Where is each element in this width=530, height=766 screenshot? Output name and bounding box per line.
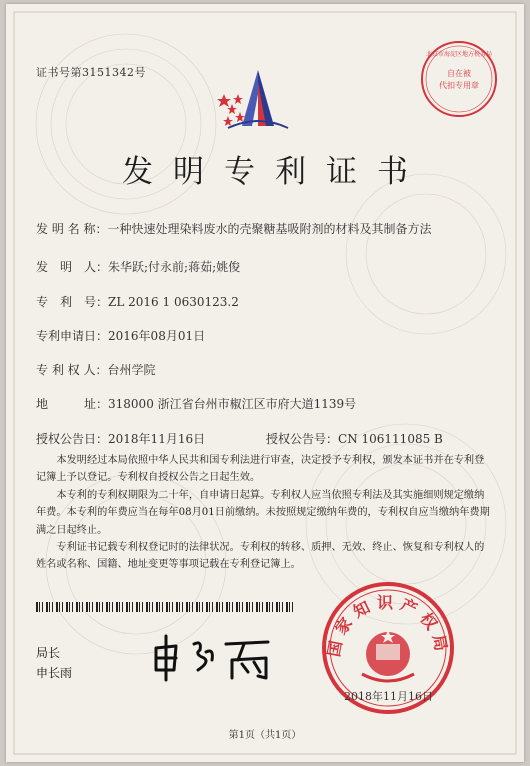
body-paragraph-1: 本发明经过本局依照中华人民共和国专利法进行审查，决定授予专利权，颁发本证书并在专利登记簿上予以登记。专利权自授权公告之日起生效。	[36, 455, 485, 484]
body-paragraph-3: 专利证书记载专利权登记时的法律状况。专利权的转移、质押、无效、终止、恢复和专利权人的姓名或名称、国籍、地址变更等事项记载在专利登记簿上。	[36, 542, 485, 571]
certificate-body	[36, 452, 492, 574]
inventors-field	[36, 258, 240, 275]
grant-date-label: 授权公告日：	[36, 432, 109, 446]
patent-number-label: 专 利 号：	[36, 295, 109, 309]
svg-text:自在被: 自在被	[447, 69, 471, 78]
patentee-field	[36, 361, 155, 378]
inventors-label: 发 明 人：	[36, 260, 109, 274]
page-number: 第1页（共1页）	[228, 730, 302, 741]
address-label: 地 址：	[36, 397, 109, 411]
director-title: 局长	[36, 646, 61, 660]
filing-date-value: 2016年08月01日	[108, 329, 206, 343]
barcode	[36, 602, 296, 612]
patentee-value: 台州学院	[107, 363, 156, 377]
director-signature	[148, 630, 288, 684]
grant-date-value: 2018年11月16日	[108, 432, 206, 446]
page-title: 发明专利证书	[122, 154, 428, 190]
cnipa-emblem-icon	[214, 64, 298, 144]
grant-date-field	[36, 430, 205, 447]
director-name: 申长雨	[36, 666, 73, 680]
grant-number-value: CN 106111085 B	[338, 432, 443, 446]
inventors-value: 朱华跃;付永前;蒋茹;姚俊	[108, 260, 241, 274]
filing-date-label: 专利申请日：	[36, 329, 109, 343]
filing-date-field	[36, 327, 205, 344]
grant-number-label: 授权公告号：	[266, 432, 339, 446]
svg-text:国家知识产权局: 国家知识产权局	[324, 593, 452, 659]
certificate-number: 证书号第3151342号	[36, 66, 146, 79]
address-field	[36, 395, 356, 412]
address-value: 318000 浙江省台州市椒江区市府大道1139号	[108, 397, 357, 411]
svg-text:北京市海淀区地方税务局: 北京市海淀区地方税务局	[425, 51, 493, 58]
patent-number-field	[36, 293, 239, 310]
issue-date: 2018年11月16日	[344, 690, 433, 703]
certificate-sheet	[6, 4, 524, 762]
patent-number-value: ZL 2016 1 0630123.2	[108, 295, 239, 309]
body-paragraph-2: 本专利的专利权期限为二十年，自申请日起算。专利权人应当依照专利法及其实施细则规定缴纳年费。本专利的年费应当在每年08月01日前缴纳。未按照规定缴纳年费的，专利权自应当缴纳年费期满之日起终止。	[36, 489, 490, 536]
grant-number-field	[266, 430, 443, 447]
svg-text:代扣专用章: 代扣专用章	[439, 81, 479, 90]
invention-name-field	[36, 220, 431, 237]
patentee-label: 专 利 权 人：	[36, 363, 108, 377]
invention-name-value: 一种快速处理染料废水的壳聚糖基吸附剂的材料及其制备方法	[107, 222, 432, 236]
tax-bureau-seal	[418, 38, 500, 120]
invention-name-label: 发 明 名 称：	[36, 222, 108, 236]
